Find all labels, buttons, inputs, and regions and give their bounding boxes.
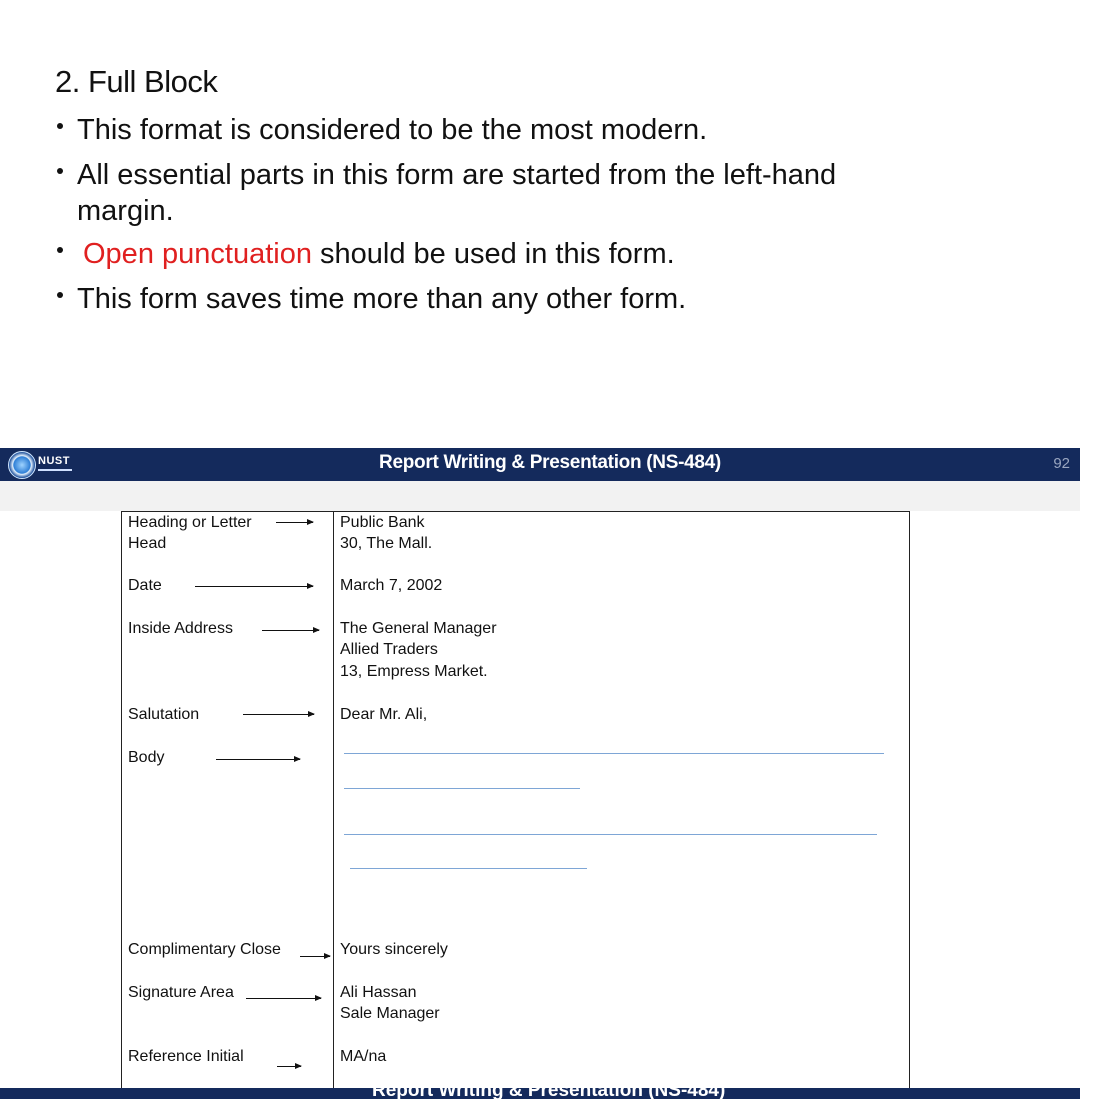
body-placeholder-line [344,753,884,754]
next-slide-title: Report Writing & Presentation (NS-484) [372,1080,726,1101]
column-divider [333,511,334,1091]
label-signature-area: Signature Area [128,984,234,1001]
value-reference: MA/na [340,1048,387,1065]
bullet-text [83,236,675,272]
value-signature-title: Sale Manager [340,1005,440,1022]
value-close: Yours sincerely [340,941,448,958]
arrow-right-icon [243,714,314,715]
label-inside-address: Inside Address [128,620,233,637]
bullet-text: This format is considered to be the most modern. [77,114,708,146]
value-heading-line2: 30, The Mall. [340,535,433,552]
value-date: March 7, 2002 [340,577,443,594]
arrow-right-icon [300,956,330,957]
slide-content [0,0,1080,440]
bullet-dot-icon [57,247,63,253]
bullet-text: All essential parts in this form are started from the left-hand [77,159,837,191]
value-address-line3: 13, Empress Market. [340,663,488,680]
value-heading-line1: Public Bank [340,514,425,531]
highlight-text: Open punctuation [83,238,312,270]
value-salutation: Dear Mr. Ali, [340,706,428,723]
label-heading-line2: Head [128,535,167,552]
letter-diagram-frame [121,511,910,1091]
arrow-right-icon [246,998,321,999]
label-reference-initial: Reference Initial [128,1048,244,1065]
next-slide-title-clip [372,1080,732,1101]
header-strip [0,481,1080,511]
page-number: 92 [1053,455,1070,472]
arrow-right-icon [195,586,313,587]
label-heading: Heading or Letter [128,514,252,531]
body-placeholder-line [350,868,587,869]
bullet-text: This form saves time more than any other form. [77,283,687,315]
body-placeholder-line [344,788,580,789]
bullet-text-rest: should be used in this form. [311,238,675,270]
slide-heading: 2. Full Block [55,64,218,99]
value-signature-name: Ali Hassan [340,984,417,1001]
label-salutation: Salutation [128,706,200,723]
bullet-dot-icon [57,292,63,298]
bullet-dot-icon [57,123,63,129]
arrow-right-icon [216,759,300,760]
bullet-text: margin. [77,195,174,227]
header-title: Report Writing & Presentation (NS-484) [379,452,721,473]
value-address-line2: Allied Traders [340,641,438,658]
label-complimentary-close: Complimentary Close [128,941,281,958]
arrow-right-icon [277,1066,301,1067]
value-address-line1: The General Manager [340,620,497,637]
label-date: Date [128,577,162,594]
logo-text: NUST [38,455,70,467]
arrow-right-icon [262,630,319,631]
body-placeholder-line [344,834,877,835]
label-body: Body [128,749,165,766]
bullet-dot-icon [57,168,63,174]
arrow-right-icon [276,522,313,523]
